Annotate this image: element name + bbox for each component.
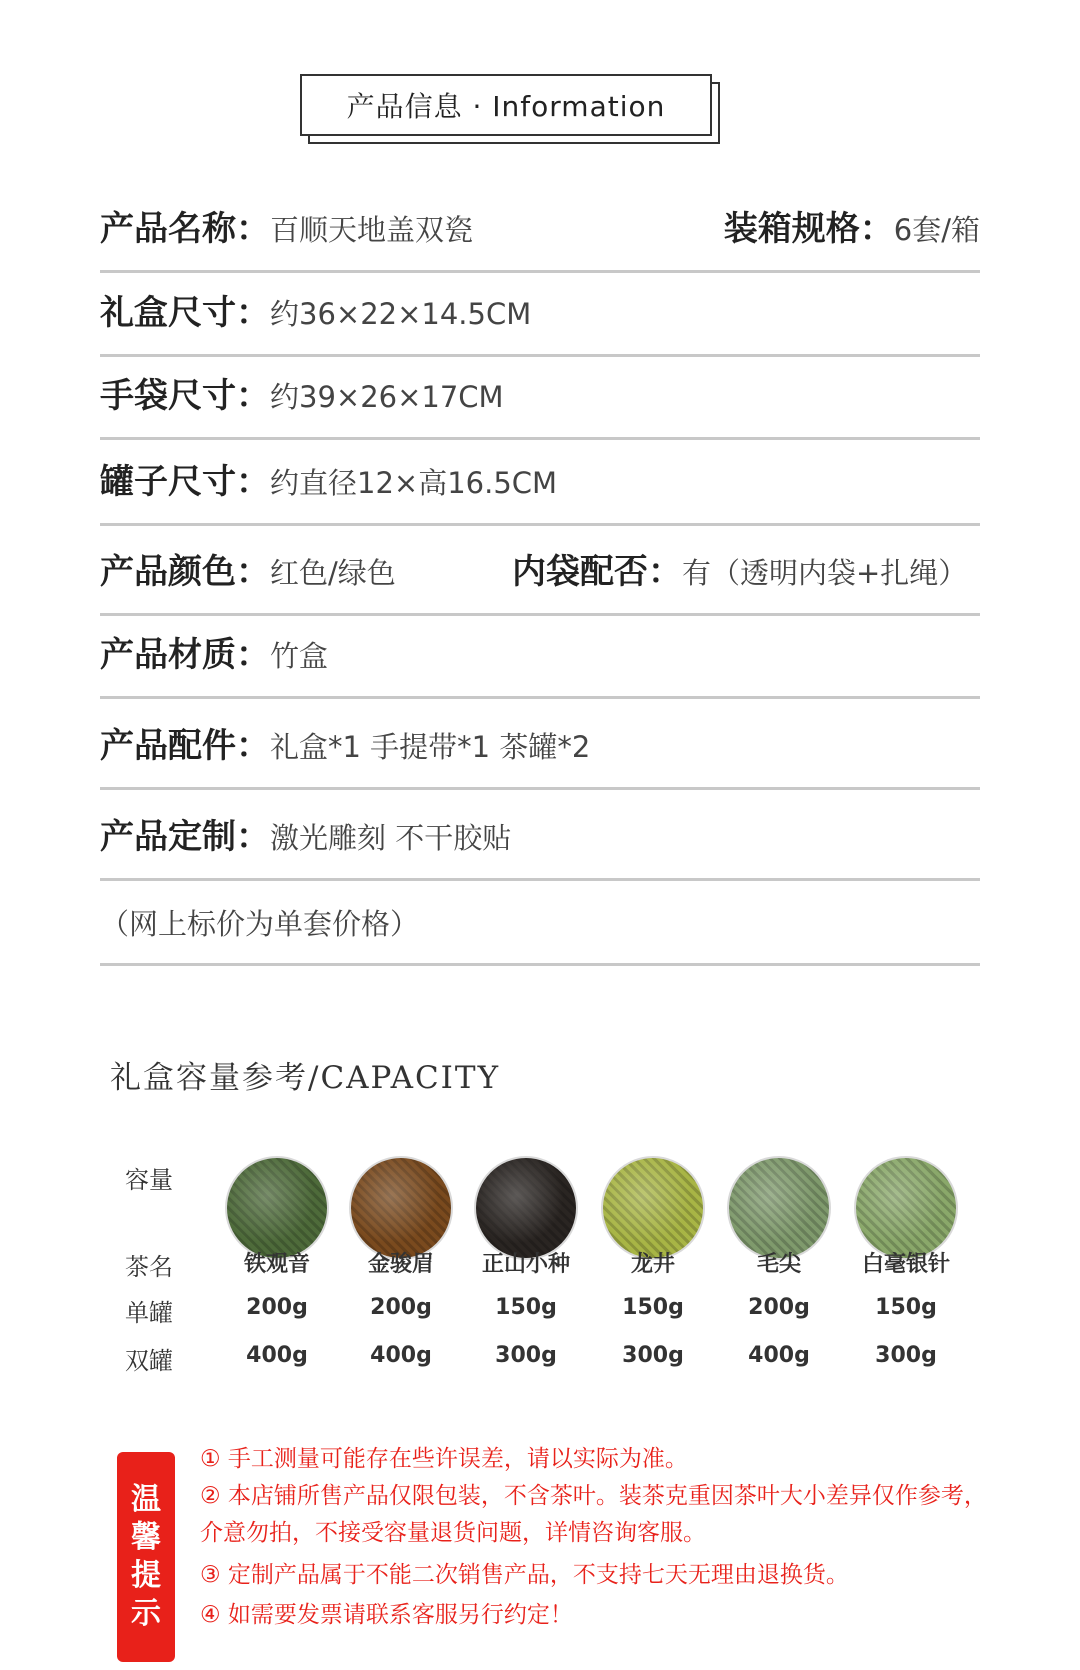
pack-label: 装箱规格： bbox=[723, 209, 894, 249]
pack-value: 6套/箱 bbox=[893, 213, 980, 247]
giftbox-value: 约36×22×14.5CM bbox=[270, 297, 532, 331]
jar-label: 罐子尺寸： bbox=[100, 462, 270, 502]
section-title-box bbox=[300, 74, 722, 144]
tea-name: 白毫银针 bbox=[861, 1252, 950, 1277]
tea-single: 150g bbox=[875, 1295, 937, 1320]
spec-row-giftbox bbox=[100, 273, 980, 357]
accessories-label: 产品配件： bbox=[100, 726, 270, 766]
tea-double: 400g bbox=[748, 1343, 810, 1368]
tea-leaf-image bbox=[351, 1158, 451, 1258]
capacity-title: 礼盒容量参考/CAPACITY bbox=[110, 1060, 501, 1096]
spec-row-color bbox=[100, 526, 980, 616]
spec-row-accessories bbox=[100, 699, 980, 790]
page-title: 产品信息 · Information bbox=[346, 90, 666, 123]
tip-line: ① 手工测量可能存在些许误差，请以实际为准。 bbox=[200, 1446, 688, 1472]
tea-name: 毛尖 bbox=[756, 1252, 801, 1277]
tea-double: 400g bbox=[246, 1343, 308, 1368]
tips-badge-char: 温 bbox=[131, 1482, 161, 1517]
jar-value: 约直径12×高16.5CM bbox=[270, 466, 558, 500]
tips-badge-char: 示 bbox=[131, 1596, 161, 1631]
tips-badge-char: 馨 bbox=[131, 1520, 161, 1555]
spec-row-note bbox=[100, 881, 980, 966]
tea-leaf-image bbox=[476, 1158, 576, 1258]
name-value: 百顺天地盖双瓷 bbox=[270, 213, 474, 247]
tea-double: 300g bbox=[622, 1343, 684, 1368]
title-frame bbox=[300, 74, 712, 136]
giftbox-label: 礼盒尺寸： bbox=[100, 293, 270, 333]
row-label-double: 双罐 bbox=[125, 1347, 173, 1375]
tea-leaf-image bbox=[729, 1158, 829, 1258]
tea-name: 铁观音 bbox=[243, 1252, 310, 1277]
tea-leaf-image bbox=[856, 1158, 956, 1258]
row-label-single: 单罐 bbox=[125, 1299, 173, 1327]
tip-line: ③ 定制产品属于不能二次销售产品，不支持七天无理由退换货。 bbox=[200, 1562, 849, 1588]
row-label-image: 容量 bbox=[125, 1166, 173, 1194]
tea-name: 金骏眉 bbox=[367, 1252, 434, 1277]
innerbag-label: 内袋配否： bbox=[512, 552, 682, 592]
tea-single: 200g bbox=[748, 1295, 810, 1320]
bag-value: 约39×26×17CM bbox=[270, 380, 504, 414]
tea-name: 正山小种 bbox=[481, 1252, 570, 1277]
tea-double: 400g bbox=[370, 1343, 432, 1368]
spec-row-custom bbox=[100, 790, 980, 881]
tea-double: 300g bbox=[495, 1343, 557, 1368]
name-label: 产品名称： bbox=[100, 209, 270, 249]
spec-list bbox=[100, 200, 980, 966]
material-label: 产品材质： bbox=[100, 635, 270, 675]
tips-badge-char: 提 bbox=[131, 1558, 161, 1593]
tip-line: ④ 如需要发票请联系客服另行约定！ bbox=[200, 1602, 573, 1628]
tea-single: 200g bbox=[246, 1295, 308, 1320]
spec-row-material bbox=[100, 616, 980, 699]
tea-leaf-image bbox=[227, 1158, 327, 1258]
color-value: 红色/绿色 bbox=[270, 556, 396, 590]
tea-single: 150g bbox=[622, 1295, 684, 1320]
tea-name: 龙井 bbox=[630, 1252, 675, 1277]
custom-value: 激光雕刻 不干胶贴 bbox=[270, 821, 512, 855]
tea-leaf-image bbox=[603, 1158, 703, 1258]
spec-row-name bbox=[100, 200, 980, 273]
innerbag-value: 有（透明内袋+扎绳） bbox=[682, 556, 968, 590]
bag-label: 手袋尺寸： bbox=[100, 376, 270, 416]
spec-row-jar bbox=[100, 440, 980, 526]
tea-single: 150g bbox=[495, 1295, 557, 1320]
tea-single: 200g bbox=[370, 1295, 432, 1320]
price-note: （网上标价为单套价格） bbox=[100, 907, 420, 941]
tip-line: ② 本店铺所售产品仅限包装，不含茶叶。装茶克重因茶叶大小差异仅作参考， bbox=[200, 1483, 987, 1509]
color-label: 产品颜色： bbox=[100, 552, 270, 592]
tip-line: 介意勿拍，不接受容量退货问题，详情咨询客服。 bbox=[200, 1520, 706, 1546]
tips-badge bbox=[117, 1452, 175, 1662]
accessories-value: 礼盒*1 手提带*1 茶罐*2 bbox=[270, 730, 591, 764]
material-value: 竹盒 bbox=[270, 639, 329, 673]
custom-label: 产品定制： bbox=[100, 817, 270, 857]
spec-row-bag bbox=[100, 357, 980, 440]
tea-double: 300g bbox=[875, 1343, 937, 1368]
row-label-name: 茶名 bbox=[125, 1253, 173, 1281]
